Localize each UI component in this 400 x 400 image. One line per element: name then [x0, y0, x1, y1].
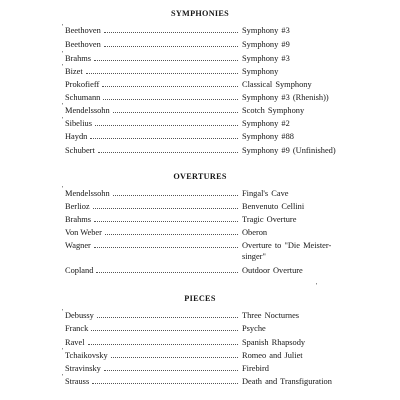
dot-leader — [103, 99, 238, 100]
list-item — [0, 364, 400, 374]
dot-leader — [102, 86, 238, 87]
composer-name: Brahms — [65, 215, 92, 224]
pencil-tick-mark: ' — [62, 23, 64, 31]
composer-name: Wagner — [65, 241, 91, 250]
dot-leader — [92, 383, 238, 384]
composer-name: Brahms — [65, 54, 92, 63]
work-title: Symphony #3 — [242, 54, 290, 63]
pencil-tick-mark: ' — [316, 282, 318, 290]
list-item — [0, 228, 400, 238]
composer-name: Haydn — [65, 132, 88, 141]
composer-name: Copland — [65, 266, 94, 275]
pencil-tick-mark: ' — [62, 116, 64, 124]
dot-leader — [94, 221, 238, 222]
dot-leader — [96, 272, 238, 273]
work-title-continued: singer" — [242, 252, 266, 261]
composer-name: Strauss — [65, 377, 90, 386]
composer-name: Tchaikovsky — [65, 351, 108, 360]
composer-name: Bizet — [65, 67, 83, 76]
section-title-pieces: PIECES — [184, 294, 216, 303]
section-title-overtures: OVERTURES — [173, 172, 227, 181]
section-title-symphonies: SYMPHONIES — [170, 9, 230, 18]
list-item — [0, 324, 400, 334]
work-title: Overture to "Die Meister- — [242, 241, 332, 250]
work-title: Symphony — [242, 67, 279, 76]
list-item — [0, 26, 400, 36]
composer-name: Schubert — [65, 146, 95, 155]
pencil-tick-mark: ' — [62, 102, 64, 110]
dot-leader — [86, 73, 238, 74]
dot-leader — [97, 317, 238, 318]
list-item — [0, 132, 400, 142]
work-title: Symphony #2 — [242, 119, 290, 128]
work-title: Oberon — [242, 228, 268, 237]
list-item — [0, 93, 400, 103]
work-title: Three Nocturnes — [242, 311, 300, 320]
work-title: Fingal's Cave — [242, 189, 289, 198]
pencil-tick-mark: ' — [62, 185, 64, 193]
list-item — [0, 106, 400, 116]
work-title: Psyche — [242, 324, 266, 333]
composer-name: Ravel — [65, 338, 85, 347]
work-title: Symphony #9 — [242, 40, 290, 49]
dot-leader — [94, 247, 238, 248]
list-item — [0, 338, 400, 348]
work-title: Romeo and Juliet — [242, 351, 303, 360]
list-item — [0, 351, 400, 361]
composer-name: Schumann — [65, 93, 101, 102]
pencil-tick-mark: ' — [62, 63, 64, 71]
pencil-tick-mark: ' — [62, 373, 64, 381]
work-title: Symphony #3 (Rhenish)) — [242, 93, 329, 102]
composer-name: Prokofieff — [65, 80, 100, 89]
list-item — [0, 311, 400, 321]
list-item — [0, 80, 400, 90]
work-title: Classical Symphony — [242, 80, 312, 89]
dot-leader — [104, 32, 238, 33]
work-title: Firebird — [242, 364, 269, 373]
composer-name: Franck — [65, 324, 89, 333]
composer-name: Mendelssohn — [65, 189, 110, 198]
pencil-tick-mark: ' — [62, 308, 64, 316]
composer-name: Mendelssohn — [65, 106, 110, 115]
dot-leader — [88, 344, 238, 345]
dot-leader — [90, 138, 238, 139]
composer-name: Berlioz — [65, 202, 90, 211]
composer-name: Sibelius — [65, 119, 92, 128]
dot-leader — [98, 152, 238, 153]
work-title: Scotch Symphony — [242, 106, 305, 115]
list-item — [0, 241, 400, 251]
list-item — [0, 54, 400, 64]
work-title: Benvenuto Cellini — [242, 202, 305, 211]
composer-name: Beethoven — [65, 40, 101, 49]
dot-leader — [93, 208, 238, 209]
work-title: Symphony #3 — [242, 26, 290, 35]
work-title: Spanish Rhapsody — [242, 338, 306, 347]
dot-leader — [113, 112, 238, 113]
list-item — [0, 67, 400, 77]
list-item — [0, 215, 400, 225]
work-title: Symphony #88 — [242, 132, 294, 141]
dot-leader — [94, 60, 238, 61]
composer-name: Debussy — [65, 311, 94, 320]
dot-leader — [91, 330, 238, 331]
list-item — [0, 377, 400, 387]
dot-leader — [111, 357, 238, 358]
work-title: Outdoor Overture — [242, 266, 303, 275]
composer-name: Stravinsky — [65, 364, 101, 373]
pencil-tick-mark: ' — [62, 347, 64, 355]
dot-leader — [104, 370, 238, 371]
composer-name: Beethoven — [65, 26, 101, 35]
list-item — [0, 40, 400, 50]
list-item — [0, 266, 400, 276]
list-item — [0, 146, 400, 156]
dot-leader — [95, 125, 238, 126]
dot-leader — [104, 46, 238, 47]
work-title: Death and Transfiguration — [242, 377, 332, 386]
work-title: Symphony #9 (Unfinished) — [242, 146, 336, 155]
list-item — [0, 119, 400, 129]
work-title: Tragic Overture — [242, 215, 297, 224]
dot-leader — [105, 234, 238, 235]
list-item — [0, 189, 400, 199]
composer-name: Von Weber — [65, 228, 102, 237]
list-item-continuation — [0, 252, 400, 262]
dot-leader — [113, 195, 238, 196]
pencil-tick-mark: ' — [62, 50, 64, 58]
list-item — [0, 202, 400, 212]
